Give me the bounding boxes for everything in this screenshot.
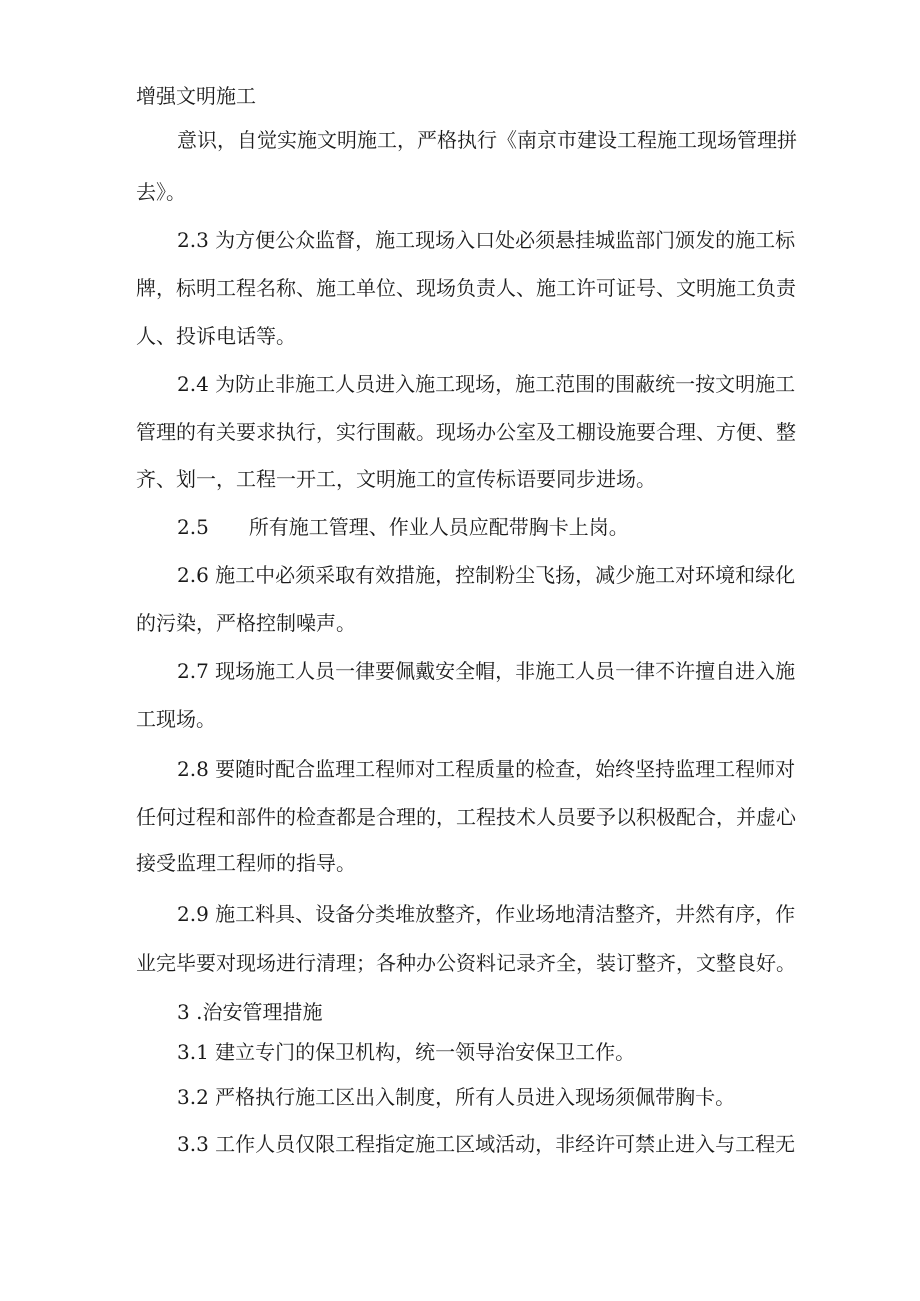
section-3-3-line-1: 3.3 工作人员仅限工程指定施工区域活动，非经许可禁止进入与工程无 [177, 1132, 796, 1156]
section-2-7-line-2: 工现场。 [136, 707, 216, 731]
section-2-4-line-3: 齐、划一，工程一开工，文明施工的宣传标语要同步进场。 [136, 467, 656, 491]
section-3-heading: 3 .治安管理措施 [177, 1000, 323, 1024]
section-2-6-line-1: 2.6 施工中必须采取有效措施，控制粉尘飞扬，减少施工对环境和绿化 [177, 563, 796, 587]
section-2-5-number: 2.5 [177, 515, 209, 539]
section-3-1-line-1: 3.1 建立专门的保卫机构，统一领导治安保卫工作。 [177, 1040, 636, 1064]
section-2-9-line-1: 2.9 施工料具、设备分类堆放整齐，作业场地清洁整齐，井然有序，作 [177, 902, 796, 926]
section-2-3-line-2: 牌，标明工程名称、施工单位、现场负责人、施工许可证号、文明施工负责 [136, 276, 796, 300]
section-2-8-line-2: 任何过程和部件的检查都是合理的，工程技术人员要予以积极配合，并虚心 [136, 805, 796, 829]
section-2-8-line-3: 接受监理工程师的指导。 [136, 851, 356, 875]
section-2-5-line [177, 515, 629, 539]
section-2-4-line-1: 2.4 为防止非施工人员进入施工现场，施工范围的围蔽统一按文明施工 [177, 372, 796, 396]
section-2-6-line-2: 的污染，严格控制噪声。 [136, 611, 356, 635]
intro-line-2: 去》。 [136, 180, 186, 204]
document-heading: 增强文明施工 [136, 84, 256, 108]
section-3-2-line-1: 3.2 严格执行施工区出入制度，所有人员进入现场须佩带胸卡。 [177, 1085, 736, 1109]
section-2-3-line-1: 2.3 为方便公众监督，施工现场入口处必须悬挂城监部门颁发的施工标 [177, 228, 796, 252]
intro-line-1: 意识，自觉实施文明施工，严格执行《南京市建设工程施工现场管理拼 [177, 128, 797, 152]
section-2-9-line-2: 业完毕要对现场进行清理；各种办公资料记录齐全，装订整齐，文整良好。 [136, 951, 796, 975]
section-2-8-line-1: 2.8 要随时配合监理工程师对工程质量的检查，始终坚持监理工程师对 [177, 757, 796, 781]
section-2-3-line-3: 人、投诉电话等。 [136, 324, 296, 348]
section-2-7-line-1: 2.7 现场施工人员一律要佩戴安全帽，非施工人员一律不许擅自进入施 [177, 659, 796, 683]
section-2-5-text: 所有施工管理、作业人员应配带胸卡上岗。 [248, 515, 629, 539]
section-2-4-line-2: 管理的有关要求执行，实行围蔽。现场办公室及工棚设施要合理、方便、整 [136, 420, 796, 444]
